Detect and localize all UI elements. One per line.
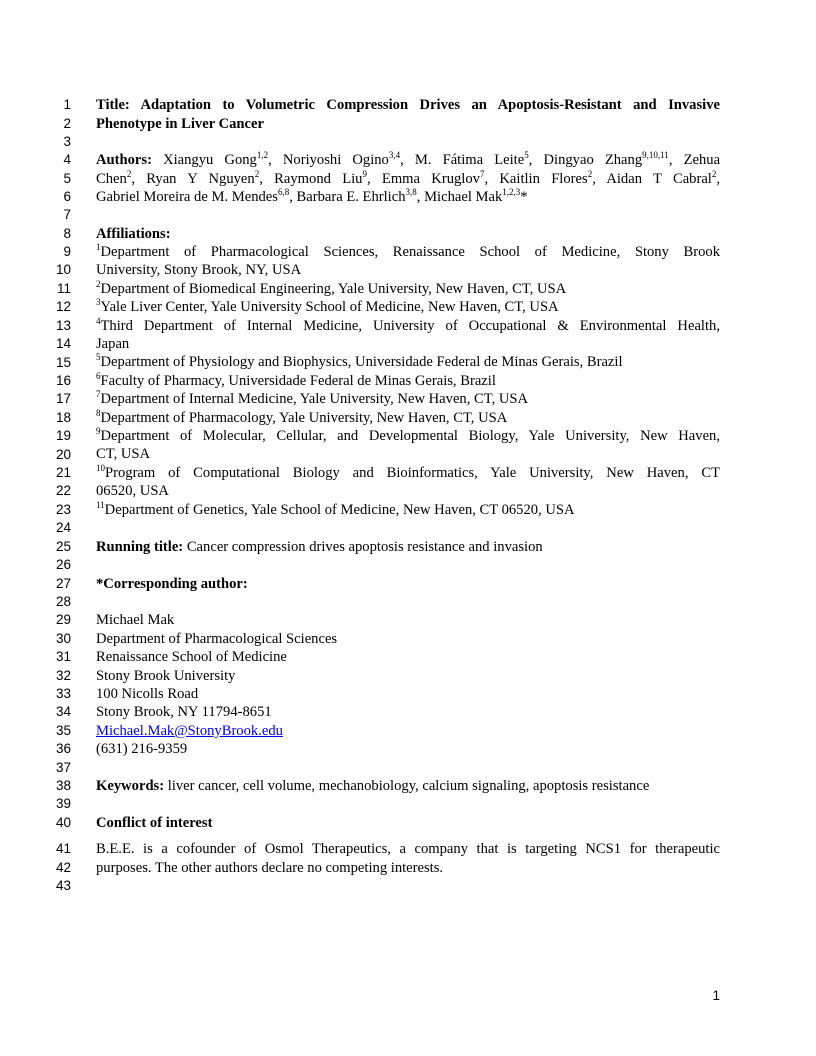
line-number: 40 [55,815,71,830]
affiliation-sup: 9 [96,426,101,437]
author: M. Fátima Leite [414,152,525,168]
affiliation-sup: 1 [96,242,101,253]
author-sup: 1,2 [256,150,269,161]
line-number: 41 [55,841,71,856]
author: Aidan T Cabral [606,171,712,187]
affiliation-item [96,464,720,482]
line-number: 35 [55,723,71,738]
line-number: 13 [55,318,71,333]
affiliation-text: Program of Computational Biology and Bioinformatics, Yale University, New Haven, CT [105,465,720,481]
address-line: 100 Nicolls Road [96,686,199,702]
line-number: 33 [55,686,71,701]
running-title-label: Running title: [96,539,184,555]
affiliation-continuation: Japan [96,336,130,352]
author: Dingyao Zhang [543,152,643,168]
affiliation-sup: 6 [96,371,101,382]
author: Ryan Y Nguyen [146,171,255,187]
line-number: 28 [55,594,71,609]
author-sup: 1,2,3 [502,187,521,198]
line-number: 36 [55,741,71,756]
line-number: 17 [55,391,71,406]
author-sup: 7 [479,169,485,180]
author-sup: 2 [711,169,717,180]
line-number: 34 [55,704,71,719]
affiliation-text: Department of Internal Medicine, Yale University, New Haven, CT, USA [100,391,529,407]
keywords-text: liver cancer, cell volume, mechanobiology, calcium signaling, apoptosis resistance [167,778,650,794]
title-line-1 [96,96,720,114]
line-number: 6 [63,189,71,204]
address-line: Stony Brook University [96,668,236,684]
line-number: 10 [55,262,71,277]
author-sup: 2 [254,169,260,180]
line-number: 30 [55,631,71,646]
phone-line: (631) 216-9359 [96,741,188,757]
affiliation-item [96,501,720,519]
line-number: 19 [55,428,71,443]
line-number: 1 [63,97,71,112]
author-sup: 9,10,11 [642,150,669,161]
line-number: 15 [55,355,71,370]
title-label: Title: [96,97,130,113]
email-line [96,722,720,740]
author-sup: 6,8 [277,187,290,198]
line-number: 29 [55,612,71,627]
affiliation-text: Department of Molecular, Cellular, and Developmental Biology, Yale University, New Haven, [100,428,720,444]
affiliation-continuation: CT, USA [96,446,151,462]
affiliation-sup: 8 [96,408,101,419]
line-number: 25 [55,539,71,554]
title-line-2 [96,115,720,133]
line-number: 11 [56,281,71,296]
author-sup: 3,8 [405,187,417,198]
conflict-heading: Conflict of interest [96,815,213,831]
line-number: 32 [55,668,71,683]
line-number: 38 [55,778,71,793]
keywords [96,777,720,795]
affiliation-text: Department of Biomedical Engineering, Yale University, New Haven, CT, USA [100,281,567,297]
affiliations-heading: Affiliations: [96,226,171,242]
author: Noriyoshi Ogino [282,152,389,168]
line-number: 24 [55,520,71,535]
author: Gabriel Moreira de M. Mendes [96,189,278,205]
affiliation-text: Department of Genetics, Yale School of Medicine, New Haven, CT 06520, USA [104,502,575,518]
author-sup: 2 [587,169,593,180]
affiliation-text: Faculty of Pharmacy, Universidade Federal de Minas Gerais, Brazil [100,373,496,389]
affiliation-item [96,280,720,298]
affiliation-item [96,372,720,390]
affiliation-text: Yale Liver Center, Yale University School of Medicine, New Haven, CT, USA [100,299,559,315]
affiliation-text: Department of Pharmacology, Yale University, New Haven, CT, USA [100,410,508,426]
author-sup: 3,4 [388,150,401,161]
author-sup: 5 [524,150,529,161]
line-number: 23 [55,502,71,517]
email-link[interactable]: Michael.Mak@StonyBrook.edu [96,723,283,739]
affiliation-sup: 11 [96,500,105,511]
line-number: 31 [55,649,71,664]
affiliation-item [96,353,720,371]
address-line: Renaissance School of Medicine [96,649,287,665]
line-number: 20 [55,447,71,462]
line-number: 21 [55,465,71,480]
line-number: 3 [63,134,71,149]
line-number: 26 [55,557,71,572]
author: Barbara E. Ehrlich [296,189,406,205]
affiliation-sup: 3 [96,297,101,308]
affiliation-sup: 4 [96,316,101,327]
authors-line-1: Authors: Xiangyu Gong$^{1,2}$, Noriyoshi Ogino$^{3,4}$, M. Fátima Leite$^5$, Dingyao Zhang$^{9,10,11}$, Zehua [96,150,721,168]
authors-line-2: Chen$^2$, Ryan Y Nguyen$^2$, Raymond Liu$^9$, Emma Kruglov$^7$, Kaitlin Flores$^2$, Aidan T Cabral$^2$, [96,169,721,187]
line-number: 9 [63,244,71,259]
affiliation-sup: 10 [96,463,105,474]
authors-line-3: Gabriel Moreira de M. Mendes$^{6,8}$, Barbara E. Ehrlich$^{3,8}$, Michael Mak$^{1,2,3}$* [96,187,528,205]
line-number: 12 [55,299,71,314]
line-number: 16 [55,373,71,388]
line-number: 2 [63,116,71,131]
author: Emma Kruglov [381,171,480,187]
line-number: 22 [55,483,71,498]
affiliation-text: Third Department of Internal Medicine, University of Occupational & Environmental Health, [100,318,720,334]
affiliation-item [96,317,720,335]
line-number: 37 [55,760,71,775]
running-title [96,538,720,556]
title-text-2: Phenotype in Liver Cancer [96,116,264,132]
running-title-text: Cancer compression drives apoptosis resistance and invasion [186,539,543,555]
affiliation-item [96,427,720,445]
conflict-line-1: B.E.E. is a cofounder of Osmol Therapeutics, a company that is targeting NCS1 for therapeutic [96,841,720,857]
affiliation-sup: 5 [96,352,101,363]
author: Raymond Liu [274,171,363,187]
line-number: 43 [55,878,71,893]
line-number: 5 [63,171,71,186]
author: Kaitlin Flores [499,171,588,187]
affiliation-sup: 2 [96,279,101,290]
affiliation-continuation: University, Stony Brook, NY, USA [96,262,302,278]
corresponding-mark: * [520,189,528,205]
affiliation-text: Department of Physiology and Biophysics, Universidade Federal de Minas Gerais, Brazil [100,354,623,370]
author: Michael Mak [424,189,503,205]
keywords-label: Keywords: [96,778,165,794]
affiliation-text: Department of Pharmacological Sciences, Renaissance School of Medicine, Stony Brook [100,244,720,260]
line-number: 8 [63,226,71,241]
line-number: 14 [55,336,71,351]
affiliation-sup: 7 [96,389,101,400]
address-line: Michael Mak [96,612,175,628]
conflict-line-2: purposes. The other authors declare no competing interests. [96,860,444,876]
affiliation-item [96,409,720,427]
author-sup: 9 [362,169,367,180]
affiliation-continuation: 06520, USA [96,483,169,499]
affiliation-item [96,390,720,408]
line-number: 39 [55,796,71,811]
authors-label: Authors: [96,152,152,168]
address-line: Stony Brook, NY 11794-8651 [96,704,272,720]
corresponding-heading: *Corresponding author: [96,576,248,592]
line-number: 27 [55,576,71,591]
author-sup: 2 [126,169,132,180]
affiliation-item [96,298,720,316]
author-part: Chen [96,171,127,187]
page-number: 1 [712,988,720,1003]
author: Xiangyu Gong [163,152,257,168]
line-number: 7 [63,207,71,222]
author-part: Zehua [683,152,721,168]
line-number: 42 [55,860,71,875]
line-number: 4 [63,152,71,167]
affiliation-item [96,243,720,261]
title-text-1: Adaptation to Volumetric Compression Drives an Apoptosis-Resistant and Invasive [140,97,720,113]
address-line: Department of Pharmacological Sciences [96,631,338,647]
line-number: 18 [55,410,71,425]
